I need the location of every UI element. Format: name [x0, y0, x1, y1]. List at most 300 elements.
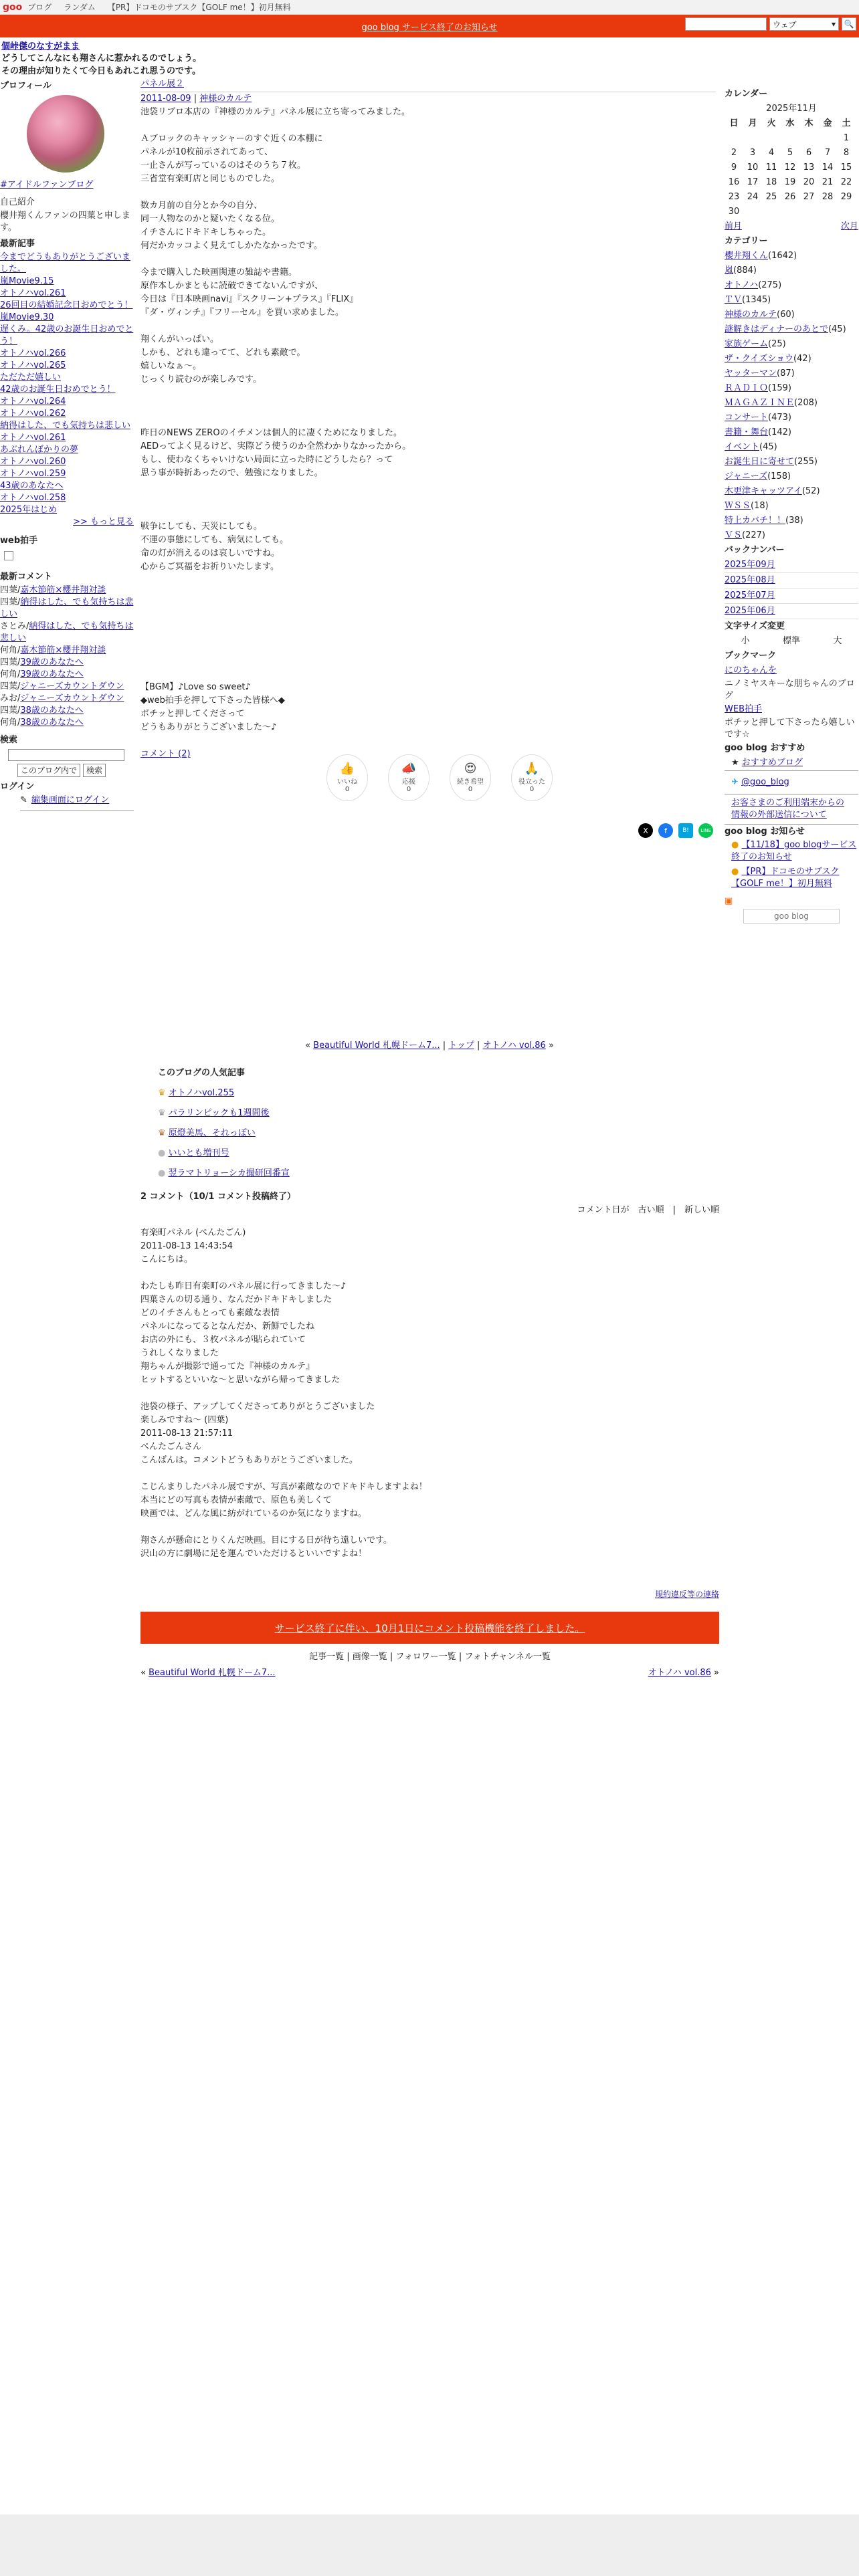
- calendar-day: 2: [731, 148, 737, 158]
- comment-author: 四葉/: [0, 681, 21, 691]
- backnumber-link[interactable]: 2025年09月: [725, 558, 858, 573]
- comment-text: 2011-08-13 14:43:54: [140, 1241, 233, 1251]
- post-line: 一止さんが写っているのはそのうち７枚。: [140, 160, 306, 171]
- rss-icon[interactable]: ▣: [725, 896, 733, 906]
- goo-blog-badge[interactable]: goo blog: [743, 909, 840, 924]
- post-line: イチさんにドキドキしちゃった。: [140, 227, 272, 237]
- latest-comment-item: [0, 657, 134, 669]
- post-line: 不運の事態にしても、病気にしても。: [140, 535, 289, 545]
- category-link[interactable]: 謎解きはディナーのあとで: [725, 324, 828, 334]
- latest-comment-item: [0, 584, 134, 597]
- comment-line: [140, 1507, 719, 1521]
- blog-desc-line: どうしてこんなにも翔さんに惹かれるのでしょう。: [1, 53, 202, 64]
- calendar-day: 3: [749, 148, 756, 158]
- category-count: (255): [794, 457, 818, 467]
- category-item: [725, 322, 858, 337]
- category-link[interactable]: 特上カバチ！！: [725, 516, 786, 526]
- recent-post-link[interactable]: 26回目の結婚記念日おめでとう！: [0, 300, 133, 310]
- post-line: [140, 186, 716, 199]
- category-link[interactable]: お誕生日に寄せて: [725, 457, 795, 467]
- calendar-day: 13: [803, 163, 815, 173]
- popular-item[interactable]: オトノハvol.255: [168, 1088, 235, 1098]
- blog-search-button[interactable]: 検索: [83, 764, 106, 777]
- comment-sort[interactable]: コメント日が 古い順 | 新しい順: [577, 1205, 719, 1215]
- reaction-label: 役立った: [518, 778, 545, 786]
- category-link[interactable]: イベント: [725, 442, 760, 452]
- post-line: 命の灯が消えるのは哀しいですね。: [140, 548, 280, 558]
- goo-logo[interactable]: goo: [3, 1, 23, 13]
- calendar-weekday: 日: [729, 118, 739, 128]
- nav-blog-link[interactable]: ブログ: [27, 3, 52, 12]
- comment-author: 何角/: [0, 645, 21, 655]
- comment-author: さとみ/: [0, 621, 29, 631]
- footer-links[interactable]: 記事一覧 | 画像一覧 | フォロワー一覧 | フォトチャンネル一覧: [309, 1652, 551, 1662]
- post-line: しかも、どれも違ってて、どれも素敵で。: [140, 348, 306, 358]
- popular-item[interactable]: 翌ラマトリョーシカ撮研回番宣: [168, 1168, 290, 1178]
- idol-fan-tag-link[interactable]: #アイドルファンブログ: [0, 180, 94, 190]
- calendar-day: [799, 131, 818, 146]
- category-count: (60): [777, 310, 795, 320]
- calendar-day: [818, 205, 837, 219]
- comment-title[interactable]: 有楽町パネル (ぺんたごん): [140, 1228, 246, 1238]
- post-line: 何だかカッコよく見えてしかたなかったです。: [140, 241, 322, 251]
- latest-comment-item: [0, 645, 134, 657]
- comment-post-link[interactable]: 38歳のあなたへ: [20, 706, 84, 716]
- category-link[interactable]: コンサート: [725, 413, 769, 423]
- calendar-day: 26: [784, 192, 796, 202]
- search-icon: 🔍: [844, 19, 854, 29]
- recent-post-link[interactable]: オトノハvol.262: [0, 409, 66, 419]
- category-link[interactable]: ザ・クイズショウ: [725, 354, 793, 364]
- comment-text: こんばんは。コメントどうもありがとうございました。: [140, 1455, 359, 1465]
- popular-posts-heading: このブログの人気記事: [158, 1068, 246, 1078]
- recent-post-link[interactable]: オトノハvol.258: [0, 493, 66, 503]
- reaction-count: 0: [468, 786, 473, 793]
- comment-line: [140, 1374, 719, 1387]
- category-item: [725, 381, 858, 396]
- comment-line: [140, 1521, 719, 1534]
- font-large-button[interactable]: 大: [833, 636, 842, 646]
- category-count: (1642): [768, 251, 797, 261]
- comment-text: お店の外にも、３枚パネルが貼られていて: [140, 1335, 306, 1345]
- reaction-more-button[interactable]: [450, 754, 491, 801]
- comment-text: わたしも昨日有楽町のパネル展に行ってきました～♪: [140, 1281, 347, 1291]
- intro-heading: 自己紹介: [0, 197, 35, 207]
- post-line: 同一人物なのかと疑いたくなる位。: [140, 214, 280, 224]
- comment-line: [140, 1360, 719, 1374]
- category-count: (227): [742, 530, 765, 540]
- comment-line: [140, 1440, 719, 1454]
- post-category[interactable]: 神様のカルテ: [199, 94, 252, 104]
- next-post-link[interactable]: オトノハ vol.86: [482, 1041, 546, 1051]
- bookmark-link[interactable]: WEB拍手: [725, 704, 762, 714]
- report-violation-link[interactable]: 規約違反等の連絡: [654, 1590, 719, 1599]
- post-line: 【BGM】♪Love so sweet♪: [140, 682, 251, 692]
- comment-line: [140, 1547, 719, 1561]
- post-title[interactable]: パネル展２: [140, 79, 185, 89]
- category-count: (159): [768, 383, 791, 393]
- comment-text: こんにちは。: [140, 1255, 193, 1265]
- news-link[interactable]: 【PR】ドコモのサブスク【GOLF me！】初月無料: [731, 867, 840, 889]
- comment-line: [140, 1293, 719, 1307]
- calendar-day: [799, 205, 818, 219]
- calendar-day: 24: [747, 192, 759, 202]
- chevron-down-icon: ▾: [831, 19, 836, 29]
- calendar-day: 30: [728, 207, 740, 217]
- calendar-day: 25: [765, 192, 777, 202]
- blog-search-input[interactable]: [8, 749, 124, 761]
- heart-eyes-icon: 😍: [464, 762, 477, 776]
- category-link[interactable]: 家族ゲーム: [725, 339, 769, 349]
- post-pager: « Beautiful World 札幌ドーム7... | トップ | オトノハ vol.86 »: [305, 1041, 554, 1051]
- comment-line: [140, 1280, 719, 1293]
- top-navigation-bar: [0, 0, 859, 15]
- comment-count-link[interactable]: コメント (2): [140, 749, 191, 759]
- profile-heading: プロフィール: [0, 81, 52, 91]
- post-line: じっくり読むのが楽しみです。: [140, 374, 262, 385]
- comment-line: [140, 1307, 719, 1320]
- font-size-heading: 文字サイズ変更: [725, 621, 785, 631]
- calendar-day: 17: [747, 177, 759, 187]
- comment-post-link[interactable]: 納得はした、でも気持ちは悲しい: [0, 597, 134, 619]
- comment-line: [140, 1320, 719, 1333]
- calendar-weekday: 金: [823, 118, 832, 128]
- category-item: [725, 263, 858, 278]
- post-body: [140, 520, 716, 574]
- external-transmission-link[interactable]: お客さまのご利用端末からの情報の外部送信について: [725, 794, 858, 825]
- recent-post-link[interactable]: オトノハvol.264: [0, 397, 66, 407]
- comment-post-link[interactable]: 38歳のあなたへ: [20, 718, 84, 728]
- comment-line: [140, 1534, 719, 1547]
- category-count: (473): [768, 413, 791, 423]
- category-item: [725, 499, 858, 514]
- search-button[interactable]: [842, 17, 856, 31]
- nav-random-link[interactable]: ランダム: [64, 3, 96, 12]
- calendar-day: 6: [805, 148, 812, 158]
- comment-text: ぺんたごんさん: [140, 1442, 202, 1452]
- blog-title[interactable]: 個峠傑のなすがまま: [1, 41, 80, 51]
- comment-line: [140, 1387, 719, 1400]
- category-item: [725, 455, 858, 469]
- latest-comment-item: [0, 597, 134, 621]
- calendar-day: 28: [822, 192, 834, 202]
- nav-pr-link[interactable]: 【PR】ドコモのサブスク【GOLF me！】初月無料: [107, 3, 291, 12]
- category-item: [725, 366, 858, 381]
- category-count: (87): [777, 368, 795, 379]
- calendar-weekday: 水: [785, 118, 795, 128]
- login-link[interactable]: 編集画面にログイン: [31, 795, 110, 805]
- recent-post-link[interactable]: 嵐Movie9.30: [0, 312, 54, 322]
- prev-post-link[interactable]: Beautiful World 札幌ドーム7...: [313, 1041, 440, 1051]
- next-month-link[interactable]: 次月: [840, 221, 858, 231]
- reaction-label: 続き希望: [457, 778, 484, 786]
- webclap-heading: web拍手: [0, 536, 38, 546]
- comment-post-link[interactable]: 嘉木節筋×櫻井翔対談: [20, 585, 106, 595]
- comment-author: みお/: [0, 693, 21, 704]
- category-link[interactable]: オトノハ: [725, 280, 759, 290]
- calendar-day: 18: [765, 177, 777, 187]
- category-link[interactable]: 木更津キャッツアイ: [725, 486, 802, 496]
- category-item: [725, 440, 858, 455]
- blog-desc-line: その理由が知りたくて今日もあれこれ思うのです。: [1, 66, 201, 76]
- category-item: [725, 337, 858, 352]
- category-link[interactable]: ＶＳ: [725, 530, 743, 540]
- calendar-day: 21: [822, 177, 834, 187]
- font-small-button[interactable]: 小: [741, 636, 750, 646]
- comment-text: どのイチさんもとっても素敵な表情: [140, 1308, 280, 1318]
- category-heading: カテゴリー: [725, 236, 768, 246]
- calendar-day: [781, 131, 799, 146]
- latest-comment-item: [0, 681, 134, 693]
- category-link[interactable]: ＴＶ: [725, 295, 743, 305]
- search-scope-select[interactable]: [769, 17, 839, 31]
- post-body: [140, 427, 716, 480]
- calendar-day: 9: [731, 163, 737, 173]
- recent-post-link[interactable]: オトノハvol.259: [0, 469, 66, 479]
- category-count: (18): [751, 501, 769, 511]
- recent-post-link[interactable]: 43歳のあなたへ: [0, 481, 64, 491]
- recent-post-link[interactable]: 納得はした、でも気持ちは悲しい: [0, 421, 131, 431]
- calendar-weekday: 土: [842, 118, 851, 128]
- thumbs-up-icon: 👍: [339, 762, 355, 776]
- category-count: (142): [768, 427, 791, 437]
- reaction-like-button[interactable]: [326, 754, 368, 801]
- blog-description: [1, 52, 470, 78]
- post-line: ポチッと押してくださって: [140, 709, 245, 719]
- backnumber-link[interactable]: 2025年08月: [725, 573, 858, 588]
- post-line: 心からご冥福をお祈りいたします。: [140, 562, 279, 572]
- goo-blog-twitter-link[interactable]: @goo_blog: [741, 777, 789, 787]
- hatena-bookmark-icon[interactable]: B!: [678, 823, 693, 838]
- category-link[interactable]: 書籍・舞台: [725, 427, 769, 437]
- comment-post-link[interactable]: ジャニーズカウントダウン: [20, 693, 124, 704]
- recent-post-link[interactable]: オトノハvol.261: [0, 288, 66, 298]
- post-line: 嬉しいなぁ～。: [140, 361, 202, 371]
- right-sidebar: [725, 87, 858, 924]
- comment-text: 翔ちゃんが撮影で通ってた『神様のカルテ』: [140, 1362, 315, 1372]
- star-icon: ★: [731, 758, 739, 768]
- post-date[interactable]: 2011-08-09: [140, 94, 191, 104]
- category-item: [725, 528, 858, 543]
- next-post-link[interactable]: オトノハ vol.86: [648, 1668, 711, 1678]
- calendar-day: 7: [824, 148, 831, 158]
- category-link[interactable]: ＲＡＤＩＯ: [725, 383, 769, 393]
- post-line: もし、使わなくちゃいけない局面に立った時にどうしたら？って: [140, 455, 393, 465]
- calendar-day: 27: [803, 192, 815, 202]
- page-footer: [0, 2514, 859, 2576]
- reaction-cheer-button[interactable]: [388, 754, 430, 801]
- calendar-weekday: 月: [748, 118, 757, 128]
- search-scope-value: ウェブ: [773, 19, 797, 29]
- reaction-label: いいね: [337, 778, 357, 786]
- post-line: 今日は『日本映画navi』『スクリーン+プラス』『FLIX』: [140, 294, 359, 304]
- comment-line: [140, 1347, 719, 1360]
- calendar-day: 10: [747, 163, 759, 173]
- twitter-icon: ✈: [731, 777, 739, 787]
- calendar-day: [781, 205, 799, 219]
- recent-post-link[interactable]: オトノハvol.261: [0, 433, 66, 443]
- category-count: (25): [768, 339, 786, 349]
- latest-comments-list: [0, 584, 134, 729]
- category-item: [725, 278, 858, 293]
- category-count: (45): [759, 442, 777, 452]
- share-buttons: [638, 823, 713, 838]
- backnumber-heading: バックナンバー: [725, 545, 785, 555]
- category-count: (275): [758, 280, 782, 290]
- calendar-day: 4: [768, 148, 775, 158]
- calendar-day: 22: [840, 177, 852, 187]
- backnumber-link[interactable]: 2025年07月: [725, 588, 858, 604]
- post-line: AEDってよく見るけど、実際どう使うのか全然わかりなかったから。: [140, 441, 411, 451]
- recent-post-link[interactable]: 遅くみ。42歳のお誕生日おめでとう！: [0, 324, 134, 346]
- crown-silver-icon: ♛: [158, 1108, 166, 1118]
- category-link[interactable]: 神様のカルテ: [725, 310, 777, 320]
- comment-line: [140, 1427, 719, 1440]
- bookmark-desc: ポチッと押して下さったら嬉しいです☆: [725, 718, 855, 740]
- reaction-count: 0: [406, 786, 411, 793]
- bookmark-heading: ブックマーク: [725, 651, 777, 661]
- prev-month-link[interactable]: 前月: [725, 221, 743, 231]
- service-end-notice-link[interactable]: goo blog サービス終了のお知らせ: [361, 22, 498, 33]
- blog-search-scope[interactable]: このブログ内で: [17, 764, 80, 777]
- comment-text: 楽しみですね～ (四葉): [140, 1415, 229, 1425]
- comment-thread: [140, 1226, 719, 1561]
- x-share-icon[interactable]: X: [638, 823, 653, 838]
- comments-section: [140, 1190, 719, 1635]
- crown-bronze-icon: ♛: [158, 1128, 166, 1138]
- backnumber-list: [725, 558, 858, 619]
- category-item: [725, 396, 858, 411]
- recent-post-link[interactable]: あぶれんぼかりの夢: [0, 445, 79, 455]
- backnumber-link[interactable]: 2025年06月: [725, 604, 858, 619]
- calendar-day: 16: [728, 177, 740, 187]
- latest-comment-item: [0, 717, 134, 729]
- comment-post-link[interactable]: 嘉木節筋×櫻井翔対談: [20, 645, 106, 655]
- comment-text: うれしくなりました: [140, 1348, 219, 1358]
- category-link[interactable]: ジャニーズ: [725, 471, 768, 481]
- comment-author: 何角/: [0, 669, 21, 679]
- latest-comment-item: [0, 693, 134, 705]
- comment-line: [140, 1333, 719, 1347]
- post-line: パネルが10枚前示されてあって、: [140, 147, 274, 157]
- comments-heading: 2 コメント（10/1 コメント投稿終了）: [140, 1192, 296, 1202]
- recent-post-link[interactable]: オトノハvol.266: [0, 348, 66, 358]
- popular-item[interactable]: パラリンピックも1週間後: [168, 1108, 270, 1118]
- category-count: (158): [767, 471, 791, 481]
- comment-closed-button[interactable]: サービス終了に伴い、10月1日にコメント投稿機能を終了しました。: [140, 1612, 719, 1644]
- reaction-label: 応援: [402, 778, 415, 786]
- font-normal-button[interactable]: 標準: [782, 636, 800, 646]
- reaction-count: 0: [345, 786, 350, 793]
- post-line: 翔くんがいっぱい。: [140, 334, 219, 344]
- comment-text: パネルになってるとなんだか、新鮮でしたね: [140, 1321, 315, 1331]
- crown-gold-icon: ♛: [158, 1088, 166, 1098]
- category-item: [725, 293, 858, 308]
- webclap-image[interactable]: [4, 551, 13, 560]
- prev-post-link[interactable]: Beautiful World 札幌ドーム7...: [149, 1668, 276, 1678]
- comment-text: 池袋の様子、アップしてくださってありがとうございました: [140, 1402, 375, 1412]
- comment-line: [140, 1454, 719, 1467]
- category-count: (38): [785, 516, 803, 526]
- category-item: [725, 425, 858, 440]
- comment-text: 映画では、どんな風に紡がれているのか気になりますね。: [140, 1509, 367, 1519]
- post-line: 『ダ・ヴィンチ』『フリーセル』を買い求めました。: [140, 308, 344, 318]
- calendar-weekday: 木: [804, 118, 814, 128]
- more-posts-link[interactable]: >> もっと見る: [73, 517, 134, 527]
- calendar-day: [837, 205, 856, 219]
- recent-post-link[interactable]: 嵐Movie9.15: [0, 276, 54, 286]
- comment-line: [140, 1494, 719, 1507]
- post-line: [140, 119, 716, 132]
- category-item: [725, 484, 858, 499]
- line-share-icon[interactable]: LINE: [698, 823, 713, 838]
- comment-post-link[interactable]: 39歳のあなたへ: [20, 657, 84, 667]
- news-link[interactable]: 【11/18】goo blogサービス終了のお知らせ: [731, 840, 857, 862]
- recent-posts-heading: 最新記事: [0, 239, 35, 249]
- category-list: [725, 249, 858, 543]
- comment-line: [140, 1400, 719, 1414]
- reaction-helpful-button[interactable]: [511, 754, 553, 801]
- comment-post-link[interactable]: 39歳のあなたへ: [20, 669, 84, 679]
- recent-post-link[interactable]: ただただ嬉しい: [0, 372, 62, 383]
- comment-line: [140, 1253, 719, 1267]
- recent-post-link[interactable]: オトノハvol.260: [0, 457, 66, 467]
- main-post: パネル展２ 2011-08-09 | 神様のカルテ 池袋リブロ本店の『神様のカルテ』パネル展に立ち寄ってみました。 Ａブロックのキャッシャーのすぐ近くの本棚に パネルが10枚前示されてあって、 一止さんが写っているのはそのうち７枚。 三省堂有楽町店と同じものでした。 数カ月前の自分とか今の自分、 同一人物なのかと疑いたくなる位。 イチさんにドキドキしちゃった。 何だかカッコよく見えてしかたなかったです。 今まで購入した映画関連の雑誌や書籍。 原作本しかまともに読破できてないんですが、 今日は『日本映画navi』『スクリーン+プラス』『FLIX』 『ダ・ヴィンチ』『フリーセル』を買い求めました。 翔くんがいっぱい。 しかも、どれも違ってて、どれも素敵で。 嬉しいなぁ～。 じっくり読むのが楽しみです。 昨日のNEWS ZEROのイチメンは個人的に凄くためになりました。 AEDってよく見るけど、実際どう使うのか全然わかりなかったから。 もし、使わなくちゃいけない局面に立った時にどうしたら？って 思う事が時折あったので、勉強になりました。 戦争にしても、天災にしても。 不運の事態にしても、病気にしても。 命の灯が消えるのは哀しいですね。 心からご冥福をお祈りいたします。 【BGM】♪Love so sweet♪ ◆web拍手を押して下さった皆様へ◆ ポチッと押してくださって どうもありがとうございました～♪ コメント (2): [140, 77, 716, 761]
- category-item: [725, 514, 858, 528]
- recent-post-link[interactable]: 今までどうもありがとうございました。: [0, 252, 131, 274]
- category-link[interactable]: 櫻井翔くん: [725, 251, 769, 261]
- post-line: 原作本しかまともに読破できてないんですが、: [140, 281, 324, 291]
- bullet-icon: ●: [731, 867, 739, 877]
- web-search-input[interactable]: [685, 17, 767, 31]
- comment-text: 翔さんが懸命にとりくんだ映画。目にする日が待ち遠しいです。: [140, 1535, 392, 1545]
- post-body: [140, 106, 716, 387]
- category-link[interactable]: ＭＡＧＡＺＩＮＥ: [725, 398, 795, 408]
- post-line: [140, 253, 716, 266]
- category-count: (42): [793, 354, 812, 364]
- recommend-blog-link[interactable]: おすすめブログ: [741, 758, 803, 768]
- bookmark-link[interactable]: にのちゃんを: [725, 665, 777, 675]
- comment-line: [140, 1481, 719, 1494]
- calendar-day: 19: [784, 177, 796, 187]
- category-count: (208): [794, 398, 818, 408]
- post-line: 戦争にしても、天災にしても。: [140, 522, 263, 532]
- popular-item[interactable]: 原燈美馬、それっぽい: [168, 1128, 256, 1138]
- comment-post-link[interactable]: ジャニーズカウントダウン: [20, 681, 124, 691]
- top-link[interactable]: トップ: [448, 1041, 474, 1051]
- category-link[interactable]: 嵐: [725, 265, 734, 276]
- post-line: 池袋リブロ本店の『神様のカルテ』パネル展に立ち寄ってみました。: [140, 107, 411, 117]
- comment-post-link[interactable]: 納得はした、でも気持ちは悲しい: [0, 621, 134, 643]
- goo-recommend-heading: goo blog おすすめ: [725, 743, 805, 753]
- category-link[interactable]: ヤッターマン: [725, 368, 777, 379]
- comment-text: 沢山の方に劇場に足を運んでいただけるといいですよね！: [140, 1549, 367, 1559]
- latest-comment-item: [0, 705, 134, 717]
- comment-line: [140, 1240, 719, 1253]
- popular-item[interactable]: いいとも増刊号: [168, 1148, 229, 1158]
- recent-post-link[interactable]: オトノハvol.265: [0, 360, 66, 370]
- comment-author: 何角/: [0, 718, 21, 728]
- recent-post-link[interactable]: 42歳のお誕生日おめでとう！: [0, 385, 116, 395]
- recent-post-link[interactable]: 2025年はじめ: [0, 505, 58, 515]
- facebook-share-icon[interactable]: f: [658, 823, 673, 838]
- category-count: (1345): [742, 295, 771, 305]
- category-link[interactable]: ＷＳＳ: [725, 501, 751, 511]
- latest-comment-item: [0, 669, 134, 681]
- calendar-day: 20: [803, 177, 815, 187]
- calendar-day: 12: [784, 163, 796, 173]
- reactions-bar: [326, 754, 553, 801]
